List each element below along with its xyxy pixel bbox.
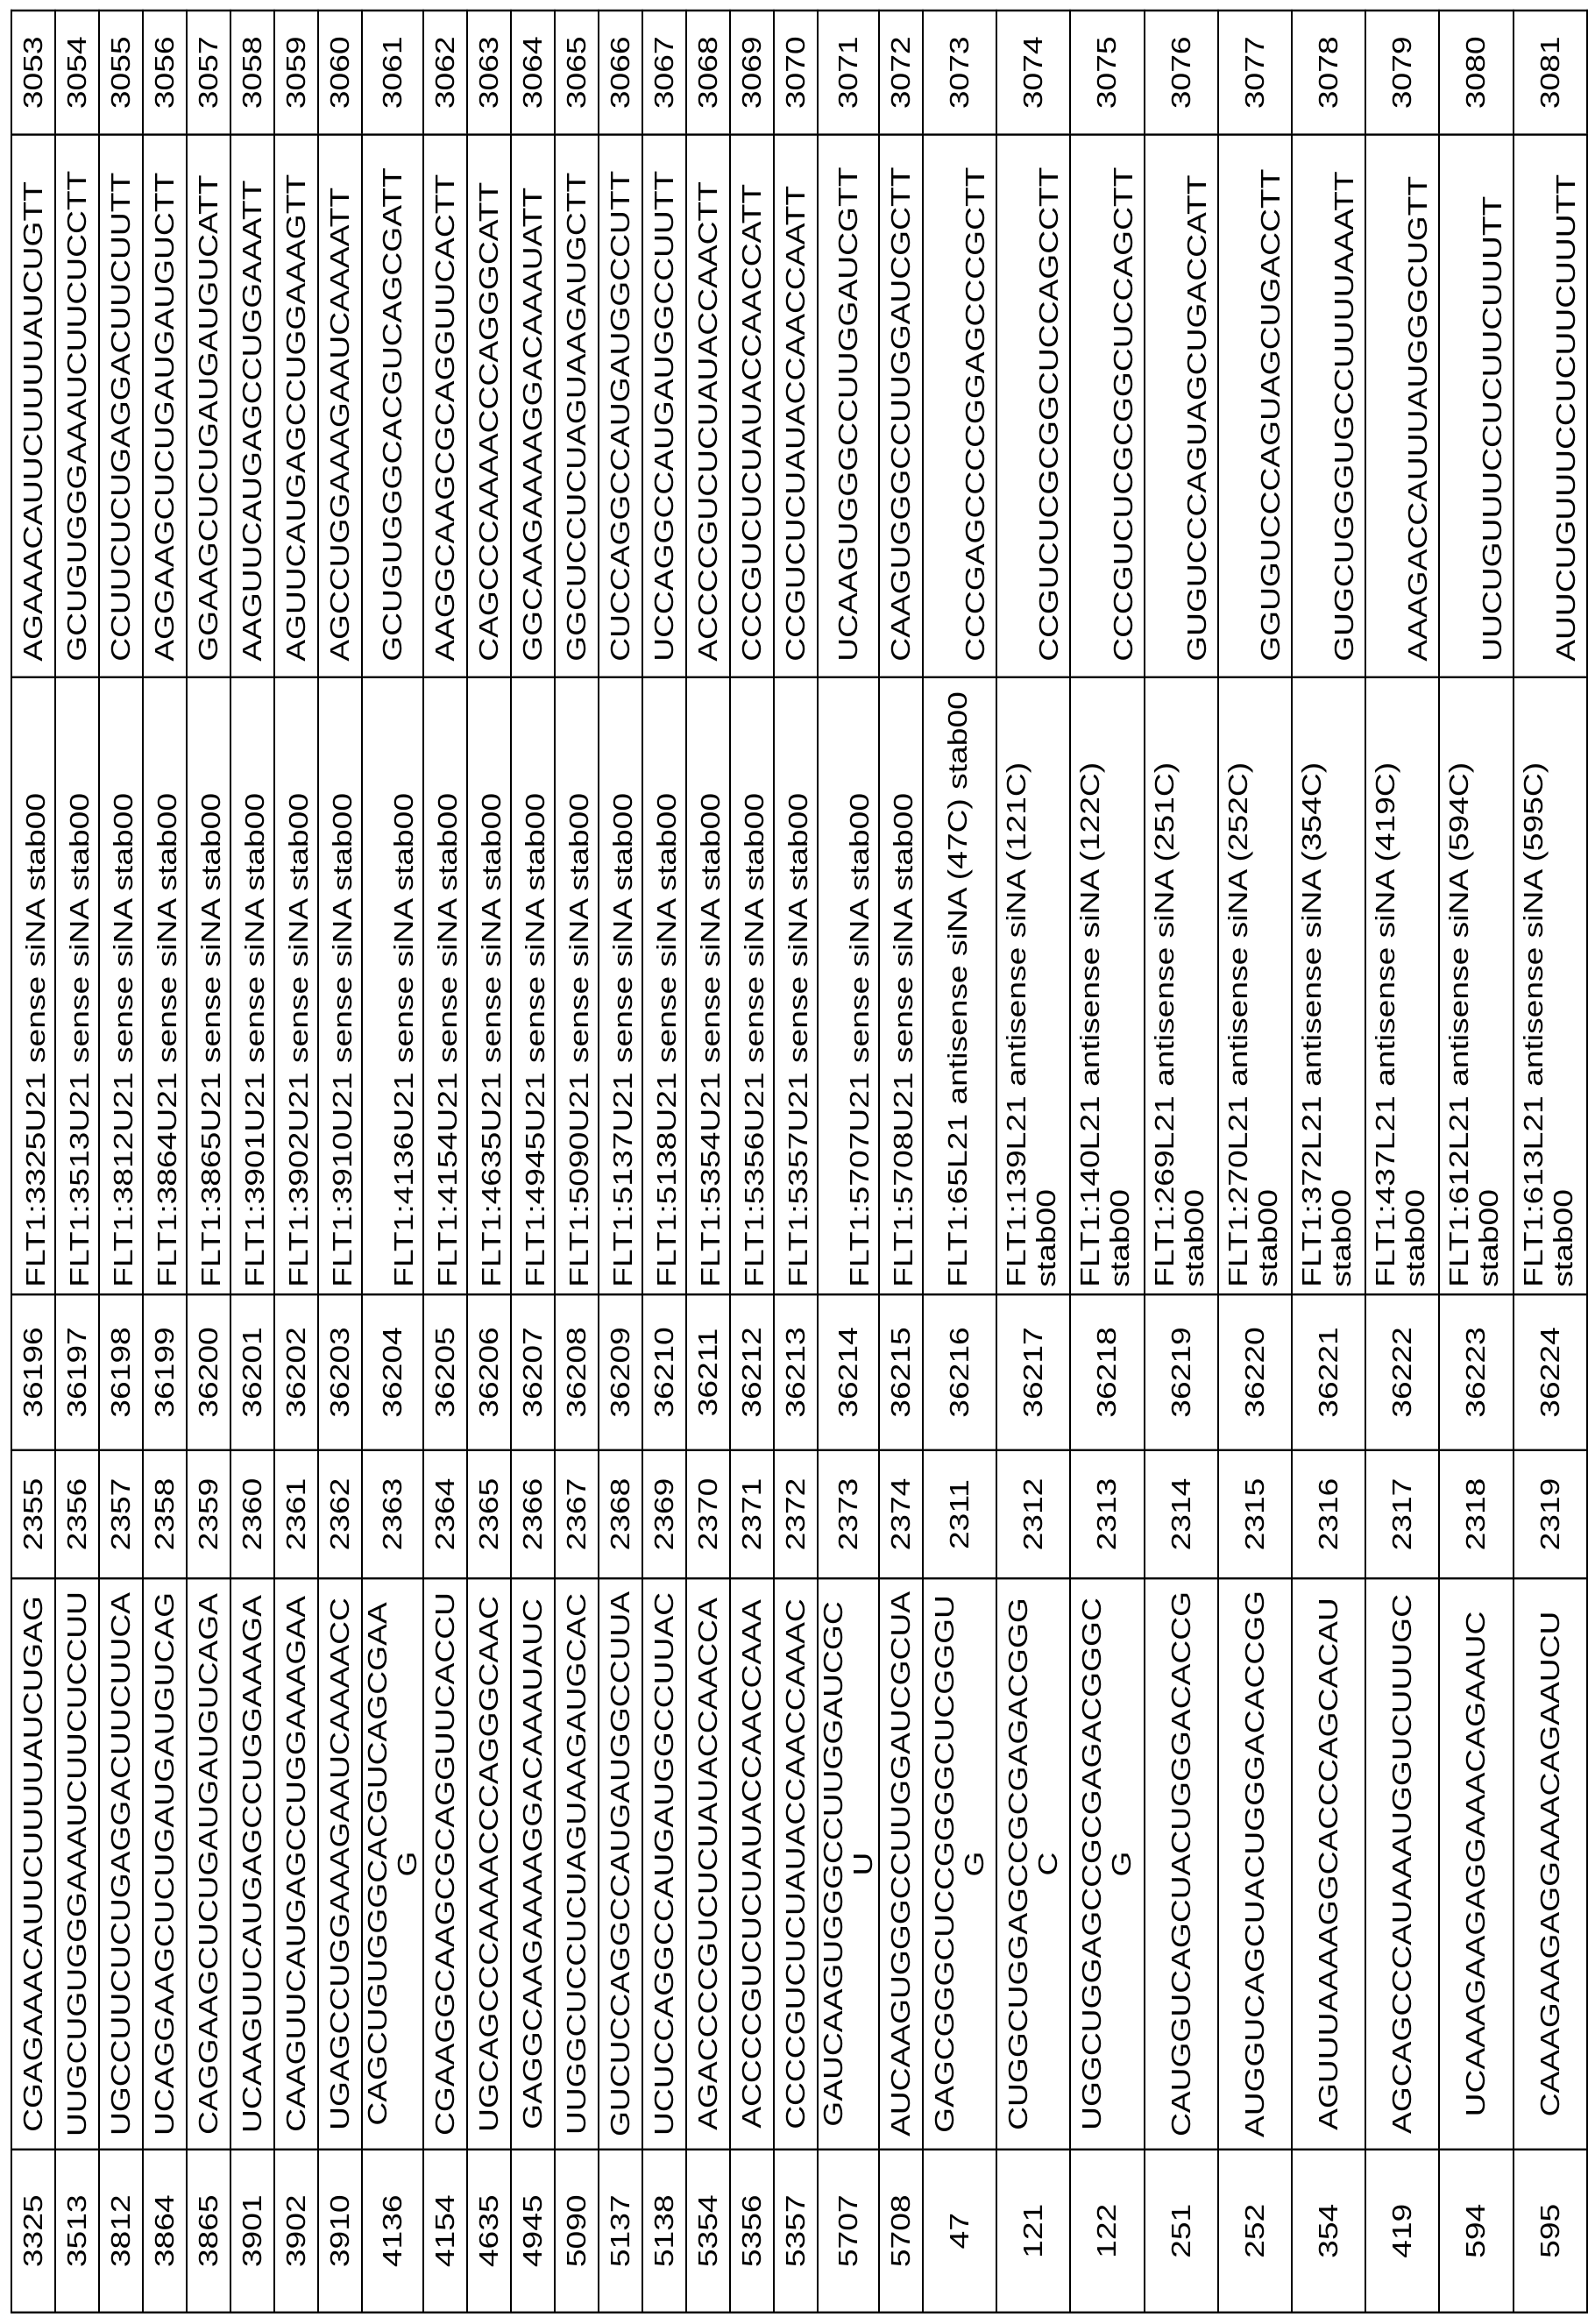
target-seq-id-cell: 2311 bbox=[923, 1450, 996, 1578]
target-sequence-cell: CAAGUUCAUGAGCCUGGAAAGAA bbox=[274, 1578, 318, 2150]
target-seq-id-cell: 2357 bbox=[99, 1450, 143, 1578]
sequence-cell: GGUGUCCCAGUAGCUGACCTT bbox=[1218, 135, 1292, 677]
table-row bbox=[730, 11, 774, 2313]
target-sequence-cell: UGCAGCCCAAAACCCAGGGCAAC bbox=[467, 1578, 511, 2150]
aliases-cell: FLT1:3812U21 sense siNA stab00 bbox=[99, 677, 143, 1294]
sequence-cell: CCCGUCUCUAUACCAACCATT bbox=[730, 135, 774, 677]
aliases-cell: FLT1:3513U21 sense siNA stab00 bbox=[55, 677, 99, 1294]
rpi-cell: 36200 bbox=[187, 1294, 230, 1450]
target-seq-id-cell: 2373 bbox=[818, 1450, 879, 1578]
target-sequence-cell: GUCUCCAGGCCAUGAUGGCCUUA bbox=[599, 1578, 642, 2150]
sequence-cell: UUCUGUUUCCUCUUCUUUTT bbox=[1439, 135, 1513, 677]
seq-id-cell: 3054 bbox=[55, 11, 99, 135]
position-cell: 3901 bbox=[230, 2150, 274, 2313]
position-cell: 594 bbox=[1439, 2150, 1513, 2313]
aliases-cell: FLT1:4945U21 sense siNA stab00 bbox=[511, 677, 555, 1294]
seq-id-cell: 3068 bbox=[686, 11, 730, 135]
position-cell: 252 bbox=[1218, 2150, 1292, 2313]
aliases-cell: FLT1:4635U21 sense siNA stab00 bbox=[467, 677, 511, 1294]
target-seq-id-cell: 2370 bbox=[686, 1450, 730, 1578]
rpi-cell: 36197 bbox=[55, 1294, 99, 1450]
rpi-cell: 36216 bbox=[923, 1294, 996, 1450]
table-row bbox=[274, 11, 318, 2313]
target-sequence-cell: UCAAGUUCAUGAGCCUGGAAAGA bbox=[230, 1578, 274, 2150]
rpi-cell: 36212 bbox=[730, 1294, 774, 1450]
seq-id-cell: 3076 bbox=[1145, 11, 1218, 135]
target-sequence-cell: UCAGGAAGCUCUGAUGAUGUCAG bbox=[143, 1578, 187, 2150]
target-sequence-cell: CUGGCUGGAGCCGCGAGACGGGC bbox=[996, 1578, 1070, 2150]
target-sequence-cell: AGCAGCCCAUAAAUGGUCUUUGC bbox=[1365, 1578, 1439, 2150]
target-seq-id-cell: 2374 bbox=[879, 1450, 923, 1578]
position-cell: 5138 bbox=[642, 2150, 686, 2313]
rpi-cell: 36211 bbox=[686, 1294, 730, 1450]
position-cell: 5090 bbox=[555, 2150, 599, 2313]
seq-id-cell: 3081 bbox=[1514, 11, 1587, 135]
aliases-cell: FLT1:4154U21 sense siNA stab00 bbox=[423, 677, 467, 1294]
rpi-cell: 36199 bbox=[143, 1294, 187, 1450]
rpi-cell: 36213 bbox=[774, 1294, 818, 1450]
sequence-cell: AGAAACAUUCUUUUAUCUGTT bbox=[11, 135, 55, 677]
aliases-cell: FLT1:5357U21 sense siNA stab00 bbox=[774, 677, 818, 1294]
rpi-cell: 36198 bbox=[99, 1294, 143, 1450]
sequence-cell: UCAAGUGGGCCUUGGAUCGTT bbox=[818, 135, 879, 677]
rpi-cell: 36221 bbox=[1292, 1294, 1365, 1450]
table-row bbox=[99, 11, 143, 2313]
table-row bbox=[555, 11, 599, 2313]
target-seq-id-cell: 2313 bbox=[1070, 1450, 1144, 1578]
seq-id-cell: 3061 bbox=[362, 11, 423, 135]
position-cell: 3513 bbox=[55, 2150, 99, 2313]
target-seq-id-cell: 2363 bbox=[362, 1450, 423, 1578]
rotated-page bbox=[11, 11, 1551, 2313]
target-seq-id-cell: 2318 bbox=[1439, 1450, 1513, 1578]
aliases-cell: FLT1:5354U21 sense siNA stab00 bbox=[686, 677, 730, 1294]
seq-id-cell: 3069 bbox=[730, 11, 774, 135]
table-row bbox=[11, 11, 55, 2313]
table-row bbox=[642, 11, 686, 2313]
table-row bbox=[1218, 11, 1292, 2313]
table-row bbox=[423, 11, 467, 2313]
sequence-cell: GCUGUGGGAAAUCUUCUCCTT bbox=[55, 135, 99, 677]
table-row bbox=[923, 11, 996, 2313]
target-seq-id-cell: 2368 bbox=[599, 1450, 642, 1578]
target-sequence-cell: UUGCUGUGGGAAAUCUUCUCCUU bbox=[55, 1578, 99, 2150]
table-row bbox=[467, 11, 511, 2313]
sequence-cell: GCUGUGGGCACGUCAGCGATT bbox=[362, 135, 423, 677]
table-row bbox=[774, 11, 818, 2313]
sequence-cell: CUCCAGGCCAUGAUGGCCUTT bbox=[599, 135, 642, 677]
table-row bbox=[362, 11, 423, 2313]
sequence-cell: AUUCUGUUUCCUCUUCUUUTT bbox=[1514, 135, 1587, 677]
position-cell: 3864 bbox=[143, 2150, 187, 2313]
target-sequence-cell: UGAGCCUGGAAAGAAUCAAAACC bbox=[318, 1578, 362, 2150]
target-seq-id-cell: 2362 bbox=[318, 1450, 362, 1578]
table-row bbox=[686, 11, 730, 2313]
seq-id-cell: 3070 bbox=[774, 11, 818, 135]
target-sequence-cell: UUGGCUCCUCUAGUAAGAUGCAC bbox=[555, 1578, 599, 2150]
seq-id-cell: 3067 bbox=[642, 11, 686, 135]
target-sequence-cell: CGAAGGCAAGCGCAGGUUCACCU bbox=[423, 1578, 467, 2150]
table-row bbox=[187, 11, 230, 2313]
target-seq-id-cell: 2355 bbox=[11, 1450, 55, 1578]
aliases-cell: FLT1:5708U21 sense siNA stab00 bbox=[879, 677, 923, 1294]
seq-id-cell: 3066 bbox=[599, 11, 642, 135]
target-seq-id-cell: 2315 bbox=[1218, 1450, 1292, 1578]
sequence-cell: CAAGUGGGCCUUGGAUCGCTT bbox=[879, 135, 923, 677]
table-row bbox=[318, 11, 362, 2313]
aliases-cell: FLT1:5137U21 sense siNA stab00 bbox=[599, 677, 642, 1294]
target-seq-id-cell: 2361 bbox=[274, 1450, 318, 1578]
sequence-cell: AGUUCAUGAGCCUGGAAAGTT bbox=[274, 135, 318, 677]
sequence-cell: GGCAAGAAAAGGACAAAUATT bbox=[511, 135, 555, 677]
table-row bbox=[1514, 11, 1587, 2313]
position-cell: 3902 bbox=[274, 2150, 318, 2313]
sequence-cell: AAGGCAAGCGCAGGUUCACTT bbox=[423, 135, 467, 677]
target-sequence-cell: CGAGAAACAUUCUUUUAUCUGAG bbox=[11, 1578, 55, 2150]
sequence-cell: GGAAGCUCUGAUGAUGUCATT bbox=[187, 135, 230, 677]
aliases-cell: FLT1:3910U21 sense siNA stab00 bbox=[318, 677, 362, 1294]
position-cell: 3812 bbox=[99, 2150, 143, 2313]
table-row bbox=[818, 11, 879, 2313]
target-seq-id-cell: 2367 bbox=[555, 1450, 599, 1578]
position-cell: 47 bbox=[923, 2150, 996, 2313]
target-sequence-cell: AUGGUCAGCUACUGGGACACCGG bbox=[1218, 1578, 1292, 2150]
position-cell: 251 bbox=[1145, 2150, 1218, 2313]
aliases-cell: FLT1:3864U21 sense siNA stab00 bbox=[143, 677, 187, 1294]
sequence-cell: CAGCCCAAAACCCAGGGCATT bbox=[467, 135, 511, 677]
position-cell: 5354 bbox=[686, 2150, 730, 2313]
target-seq-id-cell: 2314 bbox=[1145, 1450, 1218, 1578]
position-cell: 4136 bbox=[362, 2150, 423, 2313]
sequence-cell: CCGUCUCUAUACCAACCAATT bbox=[774, 135, 818, 677]
target-seq-id-cell: 2372 bbox=[774, 1450, 818, 1578]
aliases-cell: FLT1:3865U21 sense siNA stab00 bbox=[187, 677, 230, 1294]
aliases-cell: FLT1:3902U21 sense siNA stab00 bbox=[274, 677, 318, 1294]
rpi-cell: 36202 bbox=[274, 1294, 318, 1450]
position-cell: 419 bbox=[1365, 2150, 1439, 2313]
position-cell: 4154 bbox=[423, 2150, 467, 2313]
table-row bbox=[1365, 11, 1439, 2313]
table-row bbox=[143, 11, 187, 2313]
position-cell: 4635 bbox=[467, 2150, 511, 2313]
seq-id-cell: 3072 bbox=[879, 11, 923, 135]
target-sequence-cell: AGUUUAAAAGGCACCCAGCACAU bbox=[1292, 1578, 1365, 2150]
target-sequence-cell: UCAAAGAAGAGGAAACAGAAUC bbox=[1439, 1578, 1513, 2150]
target-seq-id-cell: 2317 bbox=[1365, 1450, 1439, 1578]
sequence-cell: CCCGAGCCCCGGAGCCCGCTT bbox=[923, 135, 996, 677]
table-row bbox=[599, 11, 642, 2313]
seq-id-cell: 3074 bbox=[996, 11, 1070, 135]
aliases-cell: FLT1:4136U21 sense siNA stab00 bbox=[362, 677, 423, 1294]
rpi-cell: 36217 bbox=[996, 1294, 1070, 1450]
sequence-cell: AAGUUCAUGAGCCUGGAAATT bbox=[230, 135, 274, 677]
seq-id-cell: 3064 bbox=[511, 11, 555, 135]
rpi-cell: 36205 bbox=[423, 1294, 467, 1450]
target-seq-id-cell: 2312 bbox=[996, 1450, 1070, 1578]
seq-id-cell: 3073 bbox=[923, 11, 996, 135]
rpi-cell: 36219 bbox=[1145, 1294, 1218, 1450]
sequence-cell: CCCGUCUCGCGGCUCCAGCTT bbox=[1070, 135, 1144, 677]
aliases-cell: FLT1:3325U21 sense siNA stab00 bbox=[11, 677, 55, 1294]
target-seq-id-cell: 2316 bbox=[1292, 1450, 1365, 1578]
target-seq-id-cell: 2359 bbox=[187, 1450, 230, 1578]
target-seq-id-cell: 2366 bbox=[511, 1450, 555, 1578]
rpi-cell: 36206 bbox=[467, 1294, 511, 1450]
sequence-cell: UCCAGGCCAUGAUGGCCUUTT bbox=[642, 135, 686, 677]
sequence-cell: GUGCUGGGUGCCUUUUAAATT bbox=[1292, 135, 1365, 677]
rpi-cell: 36208 bbox=[555, 1294, 599, 1450]
aliases-cell: FLT1:5356U21 sense siNA stab00 bbox=[730, 677, 774, 1294]
position-cell: 5356 bbox=[730, 2150, 774, 2313]
target-sequence-cell: CAGGAAGCUCUGAUGAUGUCAGA bbox=[187, 1578, 230, 2150]
position-cell: 3865 bbox=[187, 2150, 230, 2313]
aliases-cell: FLT1:3901U21 sense siNA stab00 bbox=[230, 677, 274, 1294]
rpi-cell: 36201 bbox=[230, 1294, 274, 1450]
seq-id-cell: 3065 bbox=[555, 11, 599, 135]
rpi-cell: 36203 bbox=[318, 1294, 362, 1450]
position-cell: 3910 bbox=[318, 2150, 362, 2313]
target-sequence-cell: UGCCUUCUCUGAGGACUUCUUCA bbox=[99, 1578, 143, 2150]
target-sequence-cell: UGGCUGGAGCCGCGAGACGGGCG bbox=[1070, 1578, 1144, 2150]
position-cell: 5708 bbox=[879, 2150, 923, 2313]
table-row bbox=[1145, 11, 1218, 2313]
seq-id-cell: 3053 bbox=[11, 11, 55, 135]
rpi-cell: 36209 bbox=[599, 1294, 642, 1450]
rpi-cell: 36207 bbox=[511, 1294, 555, 1450]
rpi-cell: 36210 bbox=[642, 1294, 686, 1450]
aliases-cell: FLT1:139L21 antisense siNA (121C) stab00 bbox=[996, 677, 1070, 1294]
position-cell: 4945 bbox=[511, 2150, 555, 2313]
sina-sequence-table bbox=[11, 10, 1588, 2313]
seq-id-cell: 3075 bbox=[1070, 11, 1144, 135]
seq-id-cell: 3080 bbox=[1439, 11, 1513, 135]
position-cell: 5137 bbox=[599, 2150, 642, 2313]
aliases-cell: FLT1:65L21 antisense siNA (47C) stab00 bbox=[923, 677, 996, 1294]
seq-id-cell: 3071 bbox=[818, 11, 879, 135]
seq-id-cell: 3062 bbox=[423, 11, 467, 135]
target-seq-id-cell: 2356 bbox=[55, 1450, 99, 1578]
target-sequence-cell: GAGCGGGCUCCGGGGCUCGGGUG bbox=[923, 1578, 996, 2150]
rpi-cell: 36224 bbox=[1514, 1294, 1587, 1450]
table-row bbox=[1439, 11, 1513, 2313]
target-sequence-cell: CAGCUGUGGGCACGUCAGCGAAG bbox=[362, 1578, 423, 2150]
aliases-cell: FLT1:437L21 antisense siNA (419C) stab00 bbox=[1365, 677, 1439, 1294]
position-cell: 3325 bbox=[11, 2150, 55, 2313]
sequence-cell: GUGUCCCAGUAGCUGACCATT bbox=[1145, 135, 1218, 677]
table-row bbox=[879, 11, 923, 2313]
sequence-cell: ACCCCGUCUCUAUACCAACTT bbox=[686, 135, 730, 677]
target-seq-id-cell: 2369 bbox=[642, 1450, 686, 1578]
target-sequence-cell: UCUCCAGGCCAUGAUGGCCUUAC bbox=[642, 1578, 686, 2150]
position-cell: 5707 bbox=[818, 2150, 879, 2313]
table-row bbox=[996, 11, 1070, 2313]
aliases-cell: FLT1:5090U21 sense siNA stab00 bbox=[555, 677, 599, 1294]
rpi-cell: 36220 bbox=[1218, 1294, 1292, 1450]
position-cell: 354 bbox=[1292, 2150, 1365, 2313]
target-sequence-cell: GAUCAAGUGGGCCUUGGAUCGCU bbox=[818, 1578, 879, 2150]
rpi-cell: 36222 bbox=[1365, 1294, 1439, 1450]
seq-id-cell: 3063 bbox=[467, 11, 511, 135]
target-sequence-cell: AUCAAGUGGGCCUUGGAUCGCUA bbox=[879, 1578, 923, 2150]
seq-id-cell: 3059 bbox=[274, 11, 318, 135]
aliases-cell: FLT1:140L21 antisense siNA (122C) stab00 bbox=[1070, 677, 1144, 1294]
target-sequence-cell: GAGGCAAGAAAAGGACAAAUAUC bbox=[511, 1578, 555, 2150]
target-seq-id-cell: 2364 bbox=[423, 1450, 467, 1578]
rpi-cell: 36214 bbox=[818, 1294, 879, 1450]
table-row bbox=[230, 11, 274, 2313]
target-sequence-cell: ACCCCGUCUCUAUACCAACCAAA bbox=[730, 1578, 774, 2150]
target-sequence-cell: CAAAGAAGAGGAAACAGAAUCU bbox=[1514, 1578, 1587, 2150]
target-seq-id-cell: 2371 bbox=[730, 1450, 774, 1578]
position-cell: 121 bbox=[996, 2150, 1070, 2313]
seq-id-cell: 3055 bbox=[99, 11, 143, 135]
aliases-cell: FLT1:613L21 antisense siNA (595C) stab00 bbox=[1514, 677, 1587, 1294]
table-row bbox=[1070, 11, 1144, 2313]
target-seq-id-cell: 2360 bbox=[230, 1450, 274, 1578]
seq-id-cell: 3060 bbox=[318, 11, 362, 135]
aliases-cell: FLT1:269L21 antisense siNA (251C) stab00 bbox=[1145, 677, 1218, 1294]
position-cell: 122 bbox=[1070, 2150, 1144, 2313]
position-cell: 595 bbox=[1514, 2150, 1587, 2313]
aliases-cell: FLT1:5138U21 sense siNA stab00 bbox=[642, 677, 686, 1294]
seq-id-cell: 3056 bbox=[143, 11, 187, 135]
aliases-cell: FLT1:270L21 antisense siNA (252C) stab00 bbox=[1218, 677, 1292, 1294]
seq-id-cell: 3057 bbox=[187, 11, 230, 135]
target-seq-id-cell: 2365 bbox=[467, 1450, 511, 1578]
sequence-cell: CCGUCUCGCGGCUCCAGCCTT bbox=[996, 135, 1070, 677]
sequence-cell: GGCUCCUCUAGUAAGAUGCTT bbox=[555, 135, 599, 677]
target-sequence-cell: CCCCGUCUCUAUACCAACCAAAC bbox=[774, 1578, 818, 2150]
target-sequence-cell: AGACCCCGUCUCUAUACCAACCA bbox=[686, 1578, 730, 2150]
table-row bbox=[1292, 11, 1365, 2313]
table-row bbox=[511, 11, 555, 2313]
aliases-cell: FLT1:612L21 antisense siNA (594C) stab00 bbox=[1439, 677, 1513, 1294]
aliases-cell: FLT1:5707U21 sense siNA stab00 bbox=[818, 677, 879, 1294]
sequence-cell: CCUUCUCUGAGGACUUCUUTT bbox=[99, 135, 143, 677]
sequence-cell: AAAGACCAUUUAUGGGCUGTT bbox=[1365, 135, 1439, 677]
sequence-cell: AGCCUGGAAAGAAUCAAAATT bbox=[318, 135, 362, 677]
rpi-cell: 36223 bbox=[1439, 1294, 1513, 1450]
target-sequence-cell: CAUGGUCAGCUACUGGGACACCG bbox=[1145, 1578, 1218, 2150]
table-body bbox=[11, 11, 1587, 2313]
sequence-cell: AGGAAGCUCUGAUGAUGUCTT bbox=[143, 135, 187, 677]
seq-id-cell: 3077 bbox=[1218, 11, 1292, 135]
position-cell: 5357 bbox=[774, 2150, 818, 2313]
target-seq-id-cell: 2319 bbox=[1514, 1450, 1587, 1578]
seq-id-cell: 3078 bbox=[1292, 11, 1365, 135]
aliases-cell: FLT1:372L21 antisense siNA (354C) stab00 bbox=[1292, 677, 1365, 1294]
rpi-cell: 36196 bbox=[11, 1294, 55, 1450]
rpi-cell: 36218 bbox=[1070, 1294, 1144, 1450]
seq-id-cell: 3058 bbox=[230, 11, 274, 135]
target-seq-id-cell: 2358 bbox=[143, 1450, 187, 1578]
seq-id-cell: 3079 bbox=[1365, 11, 1439, 135]
rpi-cell: 36215 bbox=[879, 1294, 923, 1450]
rpi-cell: 36204 bbox=[362, 1294, 423, 1450]
table-row bbox=[55, 11, 99, 2313]
